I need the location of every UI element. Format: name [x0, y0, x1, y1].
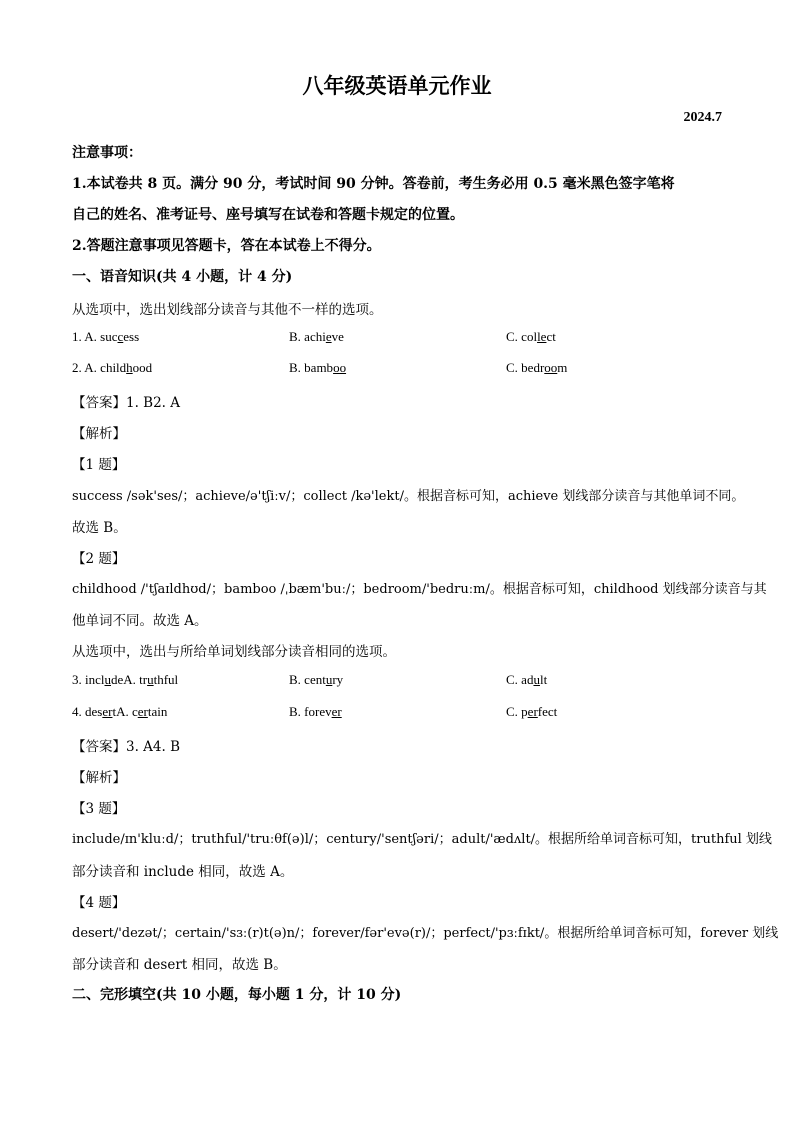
- q4-explanation-label: 【4 题】: [72, 895, 126, 911]
- notice-heading: 注意事项：: [72, 145, 142, 161]
- q3-explanation-line-1: include/ɪn'kluːd/；truthful/'truːθf(ə)l/；century/'sentʃəri/；adult/'ædʌlt/。根据所给单词音标可知，truthful 划线: [72, 832, 772, 847]
- analysis-label-2: 【解析】: [72, 770, 126, 786]
- q1-explanation-line-2: 故选 B。: [72, 520, 127, 536]
- q4-option-b: B. forever: [289, 704, 342, 719]
- date-label: 2024.7: [683, 110, 722, 125]
- q3-option-a: 3. includeA. truthful: [72, 672, 179, 687]
- page-title: 八年级英语单元作业: [302, 73, 492, 98]
- notice-item-1-line-2: 自己的姓名、准考证号、座号填写在试卷和答题卡规定的位置。: [72, 207, 464, 223]
- q3-option-b: B. century: [289, 672, 344, 687]
- q1-explanation-label: 【1 题】: [72, 457, 126, 473]
- q3-option-c: C. adult: [506, 672, 548, 687]
- answer-1: 【答案】1. B2. A: [72, 395, 181, 411]
- q4-option-c: C. perfect: [506, 704, 558, 719]
- section-1-instruction-2: 从选项中，选出与所给单词划线部分读音相同的选项。: [72, 644, 396, 660]
- q1-option-c: C. collect: [506, 329, 556, 344]
- q1-explanation-line-1: success /sək'ses/；achieve/ə'tʃiːv/；collect /kə'lekt/。根据音标可知，achieve 划线部分读音与其他单词不同。: [72, 489, 745, 504]
- q3-explanation-label: 【3 题】: [72, 801, 126, 817]
- q4-explanation-line-1: desert/'dezət/；certain/'sɜː(r)t(ə)n/；forever/fər'evə(r)/；perfect/'pɜːfɪkt/。根据所给单词音标可知，forever 划线: [72, 926, 779, 941]
- section-2-heading: 二、完形填空(共 10 小题，每小题 1 分，计 10 分): [72, 987, 402, 1003]
- notice-item-1-line-1: 1.本试卷共 8 页。满分 90 分，考试时间 90 分钟。答卷前，考生务必用 0.5 毫米黑色签字笔将: [72, 176, 675, 192]
- q4-explanation-line-2: 部分读音和 desert 相同，故选 B。: [72, 957, 287, 973]
- analysis-label-1: 【解析】: [72, 426, 126, 442]
- section-1-heading: 一、语音知识(共 4 小题，计 4 分): [72, 269, 293, 285]
- q3-explanation-line-2: 部分读音和 include 相同，故选 A。: [72, 864, 294, 880]
- q1-option-a: 1. A. success: [72, 329, 140, 344]
- q2-option-a: 2. A. childhood: [72, 360, 153, 375]
- q2-explanation-line-2: 他单词不同。故选 A。: [72, 613, 208, 629]
- answer-2: 【答案】3. A4. B: [72, 739, 181, 755]
- q2-explanation-label: 【2 题】: [72, 551, 126, 567]
- q1-option-b: B. achieve: [289, 329, 344, 344]
- section-1-instruction: 从选项中，选出划线部分读音与其他不一样的选项。: [72, 302, 383, 318]
- q2-option-c: C. bedroom: [506, 360, 568, 375]
- q4-option-a: 4. desertA. certain: [72, 704, 168, 719]
- notice-item-2: 2.答题注意事项见答题卡，答在本试卷上不得分。: [72, 238, 381, 254]
- q2-option-b: B. bamboo: [289, 360, 347, 375]
- q2-explanation-line-1: childhood /'tʃaɪldhʊd/；bamboo /ˌbæm'buː/；bedroom/'bedruːm/。根据音标可知，childhood 划线部分读音与其: [72, 582, 767, 597]
